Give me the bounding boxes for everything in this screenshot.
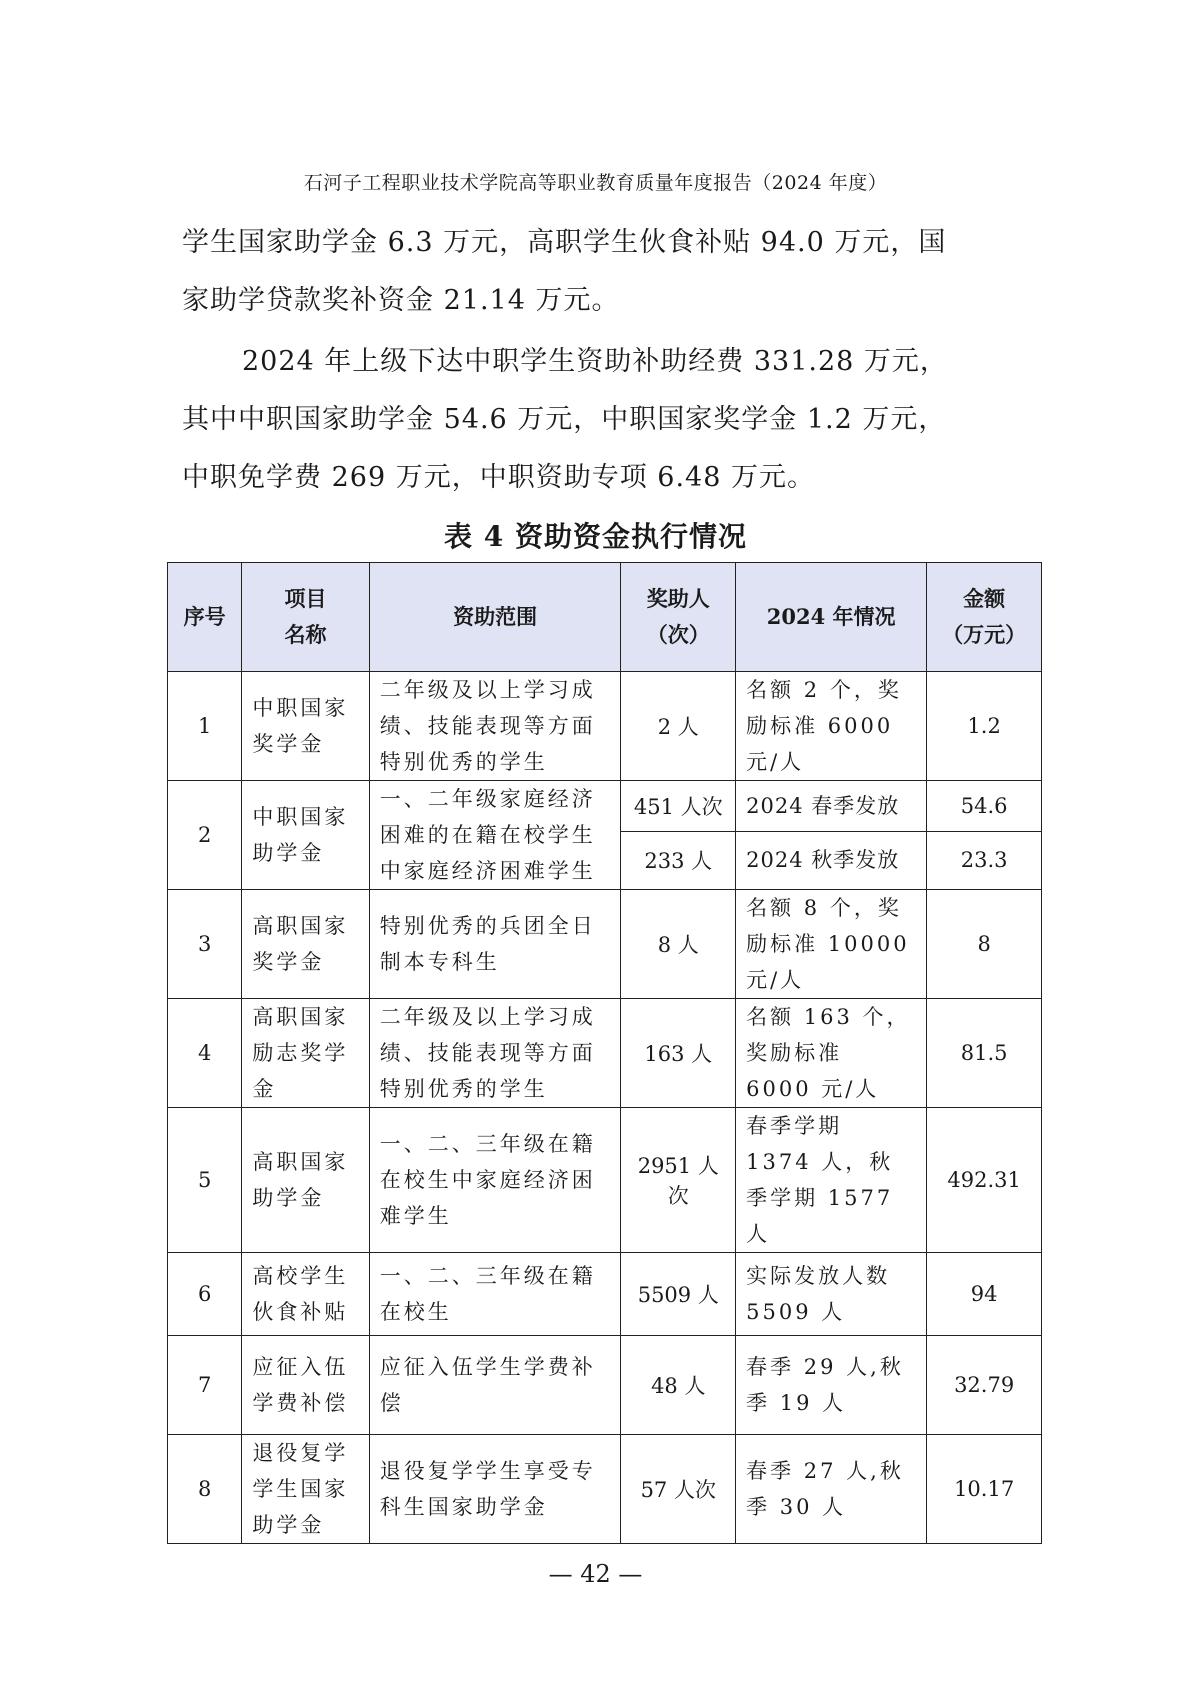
- row-status: 春季 27 人,秋季 30 人: [736, 1435, 927, 1544]
- row-status: 2024 秋季发放: [736, 831, 927, 889]
- row-status: 2024 春季发放: [736, 781, 927, 832]
- row-name: 高职国家助学金: [242, 1108, 369, 1253]
- paragraph-1-line: 学生国家助学金 6.3 万元，高职学生伙食补贴 94.0 万元，国: [182, 227, 947, 258]
- table-row: [168, 1435, 1042, 1544]
- row-status: 春季 29 人,秋季 19 人: [736, 1336, 927, 1435]
- row-amount: 492.31: [927, 1108, 1042, 1253]
- row-status: 名额 8 个，奖励标准 10000 元/人: [736, 890, 927, 999]
- row-status: 春季学期 1374 人，秋季学期 1577 人: [736, 1108, 927, 1253]
- row-status: 名额 163 个，奖励标准 6000 元/人: [736, 999, 927, 1108]
- row-name: 高校学生伙食补贴: [242, 1253, 369, 1336]
- table-row: [168, 1108, 1042, 1253]
- row-amount: 8: [927, 890, 1042, 999]
- header-index: 序号: [168, 563, 242, 672]
- row-index: 7: [168, 1336, 242, 1435]
- paragraph-2: [182, 333, 1022, 507]
- row-name: 高职国家奖学金: [242, 890, 369, 999]
- row-count: 57 人次: [621, 1435, 736, 1544]
- header-status: 2024 年情况: [736, 563, 927, 672]
- row-index: 4: [168, 999, 242, 1108]
- row-scope: 一、二、三年级在籍在校生: [369, 1253, 621, 1336]
- row-status: 实际发放人数 5509 人: [736, 1253, 927, 1336]
- row-index: 6: [168, 1253, 242, 1336]
- row-amount: 10.17: [927, 1435, 1042, 1544]
- row-count: 2951 人次: [621, 1108, 736, 1253]
- page-header: 石河子工程职业技术学院高等职业教育质量年度报告（2024 年度）: [303, 172, 888, 194]
- table-row: [168, 1253, 1042, 1336]
- paragraph-1: [182, 214, 1022, 330]
- row-scope: 应征入伍学生学费补偿: [369, 1336, 621, 1435]
- row-index: 8: [168, 1435, 242, 1544]
- row-amount: 1.2: [927, 672, 1042, 781]
- row-count: 163 人: [621, 999, 736, 1108]
- paragraph-2-line: 2024 年上级下达中职学生资助补助经费 331.28 万元，: [242, 346, 948, 377]
- table-header-row: [168, 563, 1042, 672]
- table-row: [168, 999, 1042, 1108]
- row-count: 451 人次: [621, 781, 736, 832]
- row-index: 5: [168, 1108, 242, 1253]
- table-row: [168, 672, 1042, 781]
- row-scope: 一、二年级家庭经济困难的在籍在校学生中家庭经济困难学生: [369, 781, 621, 890]
- row-scope: 二年级及以上学习成绩、技能表现等方面特别优秀的学生: [369, 672, 621, 781]
- paragraph-1-line: 家助学贷款奖补资金 21.14 万元。: [182, 285, 620, 316]
- page-number: — 42 —: [548, 1560, 643, 1588]
- row-count: 2 人: [621, 672, 736, 781]
- row-scope: 二年级及以上学习成绩、技能表现等方面特别优秀的学生: [369, 999, 621, 1108]
- row-scope: 特别优秀的兵团全日制本专科生: [369, 890, 621, 999]
- funding-table: [167, 562, 1042, 1544]
- row-amount: 94: [927, 1253, 1042, 1336]
- header-name: 项目 名称: [242, 563, 369, 672]
- row-count: 233 人: [621, 831, 736, 889]
- paragraph-2-line: 中职免学费 269 万元，中职资助专项 6.48 万元。: [182, 462, 815, 493]
- header-amount: 金额 （万元）: [927, 563, 1042, 672]
- row-amount: 81.5: [927, 999, 1042, 1108]
- row-amount: 32.79: [927, 1336, 1042, 1435]
- paragraph-2-line: 其中中职国家助学金 54.6 万元，中职国家奖学金 1.2 万元，: [182, 404, 947, 435]
- table-caption: 表 4 资助资金执行情况: [444, 520, 747, 553]
- row-amount: 54.6: [927, 781, 1042, 832]
- row-name: 中职国家助学金: [242, 781, 369, 890]
- row-scope: 一、二、三年级在籍在校生中家庭经济困难学生: [369, 1108, 621, 1253]
- table-row: [168, 781, 1042, 832]
- row-scope: 退役复学学生享受专科生国家助学金: [369, 1435, 621, 1544]
- row-count: 5509 人: [621, 1253, 736, 1336]
- row-count: 48 人: [621, 1336, 736, 1435]
- row-name: 高职国家励志奖学金: [242, 999, 369, 1108]
- row-name: 退役复学学生国家助学金: [242, 1435, 369, 1544]
- header-scope: 资助范围: [369, 563, 621, 672]
- row-index: 1: [168, 672, 242, 781]
- row-index: 2: [168, 781, 242, 890]
- row-status: 名额 2 个，奖励标准 6000 元/人: [736, 672, 927, 781]
- table-row: [168, 890, 1042, 999]
- row-name: 中职国家奖学金: [242, 672, 369, 781]
- row-count: 8 人: [621, 890, 736, 999]
- row-amount: 23.3: [927, 831, 1042, 889]
- row-name: 应征入伍学费补偿: [242, 1336, 369, 1435]
- row-index: 3: [168, 890, 242, 999]
- table-row: [168, 1336, 1042, 1435]
- header-count: 奖助人 （次）: [621, 563, 736, 672]
